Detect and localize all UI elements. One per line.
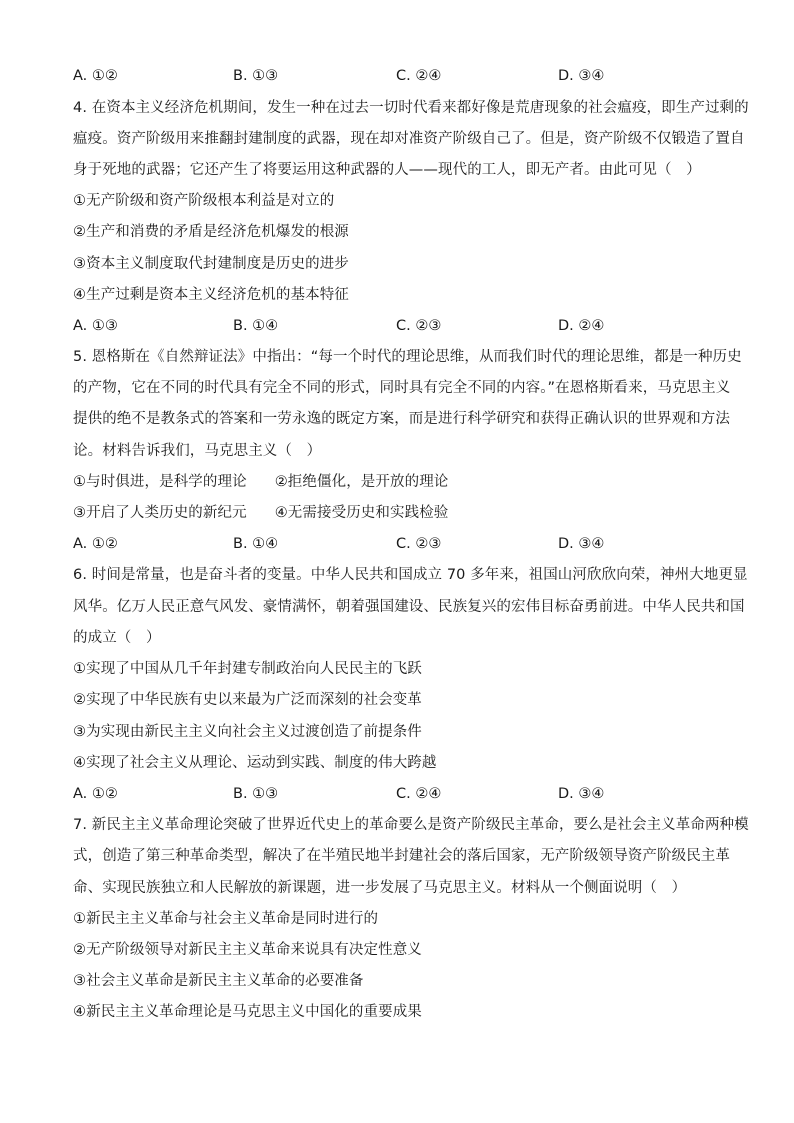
q6-stem-line-3: 的成立（ ） (73, 630, 161, 646)
q6-option-b[interactable]: B. ①③ (233, 786, 279, 802)
q6-option-a[interactable]: A. ①② (73, 786, 118, 802)
q6-statement-1: ①实现了中国从几千年封建专制政治向人民民主的飞跃 (73, 661, 422, 677)
q4-stem-line-1: 4. 在资本主义经济危机期间，发生一种在过去一切时代看来都好像是荒唐现象的社会瘟疫，即生产过剩的 (73, 100, 749, 116)
q6-statement-4: ④实现了社会主义从理论、运动到实践、制度的伟大跨越 (73, 755, 437, 771)
q6-statement-3: ③为实现由新民主主义向社会主义过渡创造了前提条件 (73, 724, 422, 740)
q3-option-c[interactable]: C. ②④ (396, 68, 442, 84)
q5-statement-2: ②拒绝僵化，是开放的理论 (274, 474, 449, 490)
q3-option-b[interactable]: B. ①③ (233, 68, 279, 84)
q3-option-a[interactable]: A. ①② (73, 68, 118, 84)
q5-option-c[interactable]: C. ②③ (396, 536, 442, 552)
q5-option-d[interactable]: D. ③④ (558, 536, 605, 552)
q4-options (73, 316, 723, 336)
q6-options (73, 784, 723, 804)
q5-stem-line-2: 的产物，它在不同的时代具有完全不同的形式，同时具有完全不同的内容。”在恩格斯看来，马克思主义 (73, 380, 731, 396)
q3-option-d[interactable]: D. ③④ (558, 68, 605, 84)
q4-stem-line-2: 瘟疫。资产阶级用来推翻封建制度的武器，现在却对准资产阶级自己了。但是，资产阶级不仅锻造了置自 (73, 131, 745, 147)
q6-option-c[interactable]: C. ②④ (396, 786, 442, 802)
q4-statement-3: ③资本主义制度取代封建制度是历史的进步 (73, 256, 349, 272)
q5-stem-line-1: 5. 恩格斯在《自然辩证法》中指出：“每一个时代的理论思维，从而我们时代的理论思维，都是一种历史 (73, 349, 742, 365)
q4-option-d[interactable]: D. ②④ (558, 318, 605, 334)
q7-stem-line-3: 命、实现民族独立和人民解放的新课题，进一步发展了马克思主义。材料从一个侧面说明（ ） (73, 880, 687, 896)
q5-statement-3: ③开启了人类历史的新纪元 (73, 505, 247, 521)
q7-statement-1: ①新民主主义革命与社会主义革命是同时进行的 (73, 911, 379, 927)
q5-statement-4: ④无需接受历史和实践检验 (274, 505, 449, 521)
q5-stem-line-4: 论。材料告诉我们，马克思主义（ ） (73, 443, 322, 459)
q5-statement-row-1 (73, 472, 448, 492)
q7-statement-4: ④新民主主义革命理论是马克思主义中国化的重要成果 (73, 1004, 422, 1020)
q4-stem-line-3: 身于死地的武器；它还产生了将要运用这种武器的人——现代的工人，即无产者。由此可见（ ） (73, 162, 701, 178)
q5-stem-line-3: 提供的绝不是教条式的答案和一劳永逸的既定方案，而是进行科学研究和获得正确认识的世界观和方法 (73, 411, 730, 427)
q4-statement-2: ②生产和消费的矛盾是经济危机爆发的根源 (73, 224, 349, 240)
q4-statement-4: ④生产过剩是资本主义经济危机的基本特征 (73, 287, 349, 303)
q5-option-a[interactable]: A. ①② (73, 536, 118, 552)
q5-options (73, 534, 723, 554)
q6-stem-line-1: 6. 时间是常量，也是奋斗者的变量。中华人民共和国成立 70 多年来，祖国山河欣欣向荣，神州大地更显 (73, 567, 748, 583)
q7-stem-line-1: 7. 新民主主义革命理论突破了世界近代史上的革命要么是资产阶级民主革命，要么是社会主义革命两种模 (73, 817, 749, 833)
q3-options (73, 66, 723, 86)
q6-option-d[interactable]: D. ③④ (558, 786, 605, 802)
q7-statement-3: ③社会主义革命是新民主主义革命的必要准备 (73, 973, 364, 989)
q7-statement-2: ②无产阶级领导对新民主主义革命来说具有决定性意义 (73, 942, 422, 958)
q5-statement-row-2 (73, 503, 448, 523)
q5-option-b[interactable]: B. ①④ (233, 536, 279, 552)
q4-option-c[interactable]: C. ②③ (396, 318, 442, 334)
q4-option-a[interactable]: A. ①③ (73, 318, 118, 334)
q6-stem-line-2: 风华。亿万人民正意气风发、豪情满怀，朝着强国建设、民族复兴的宏伟目标奋勇前进。中华人民共和国 (73, 599, 745, 615)
q4-option-b[interactable]: B. ①④ (233, 318, 279, 334)
q5-statement-1: ①与时俱进，是科学的理论 (73, 474, 247, 490)
q7-stem-line-2: 式，创造了第三种革命类型，解决了在半殖民地半封建社会的落后国家，无产阶级领导资产阶级民主革 (73, 848, 730, 864)
q4-statement-1: ①无产阶级和资产阶级根本利益是对立的 (73, 193, 335, 209)
q6-statement-2: ②实现了中华民族有史以来最为广泛而深刻的社会变革 (73, 692, 422, 708)
